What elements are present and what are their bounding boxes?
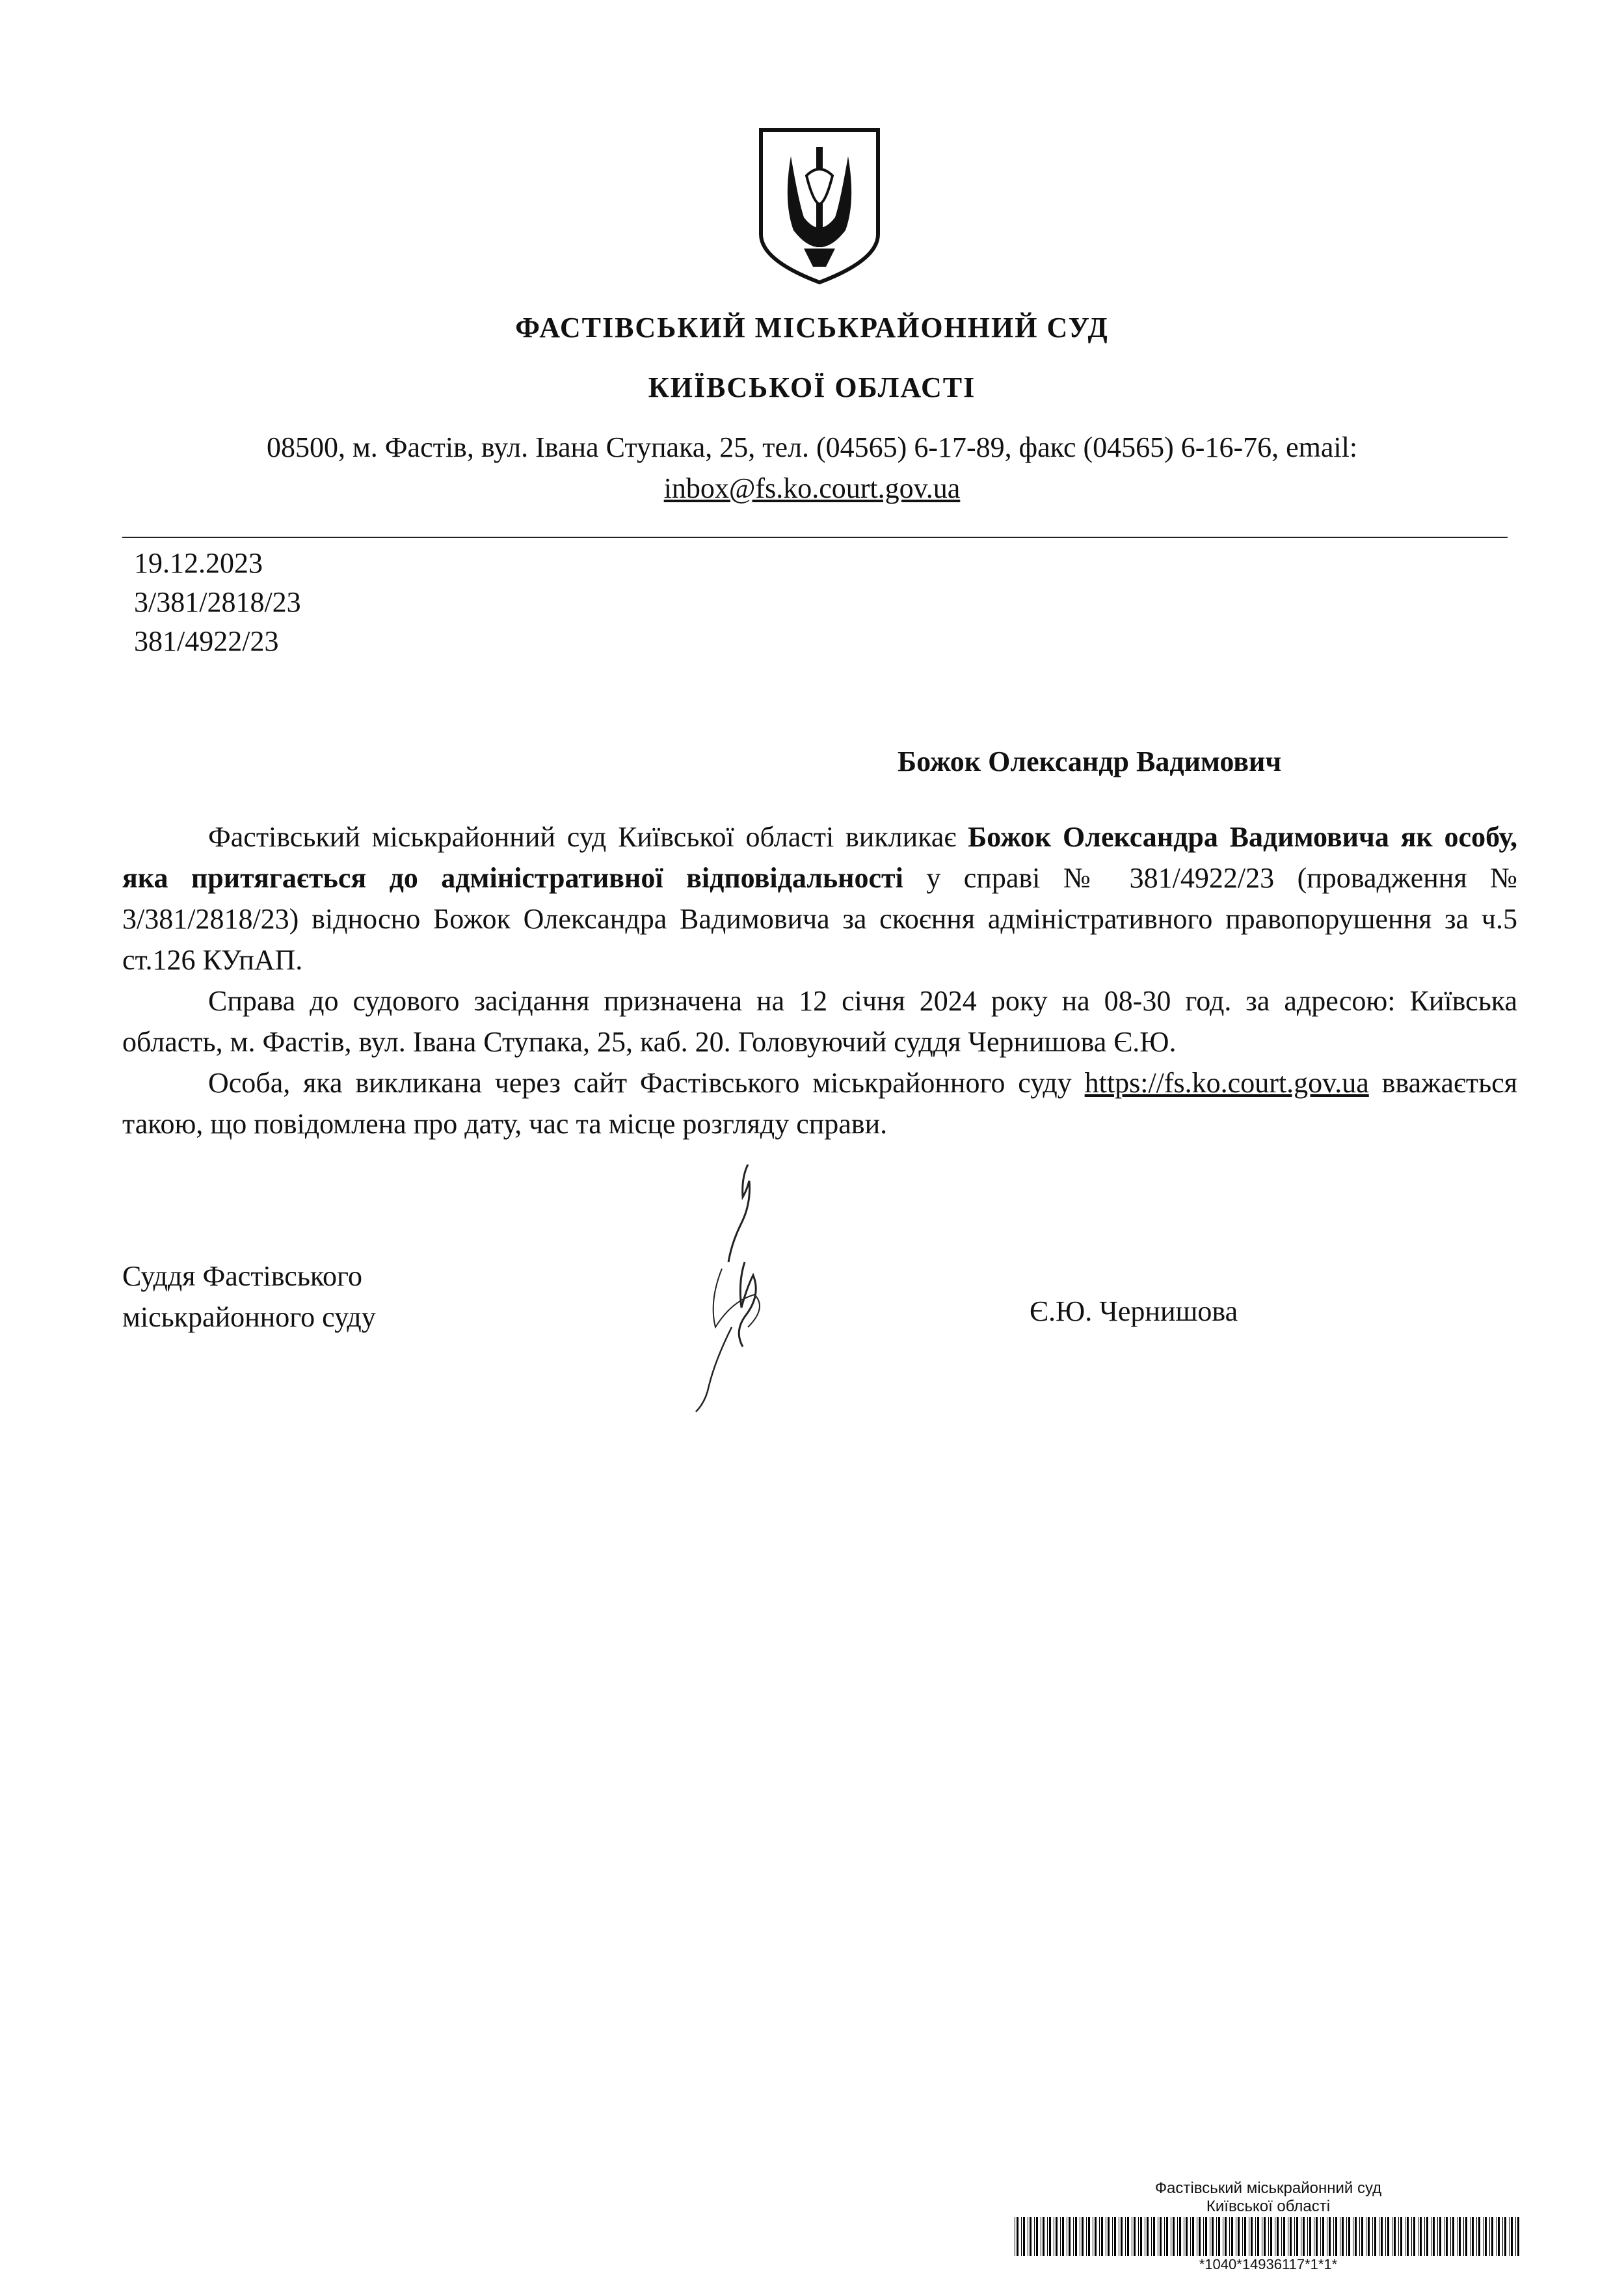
stamp-line-1: Фастівський міськрайонний суд <box>1154 2179 1382 2197</box>
court-email-link[interactable]: inbox@fs.ko.court.gov.ua <box>663 472 961 504</box>
paragraph-text: Фастівський міськрайонний суд Київської області викликає <box>208 821 968 853</box>
summons-paragraph-1 <box>122 816 1517 980</box>
signatory-title <box>122 1256 376 1338</box>
document-date: 19.12.2023 <box>134 547 263 579</box>
barcode-code: *1040*14936117*1*1* <box>1199 2256 1338 2272</box>
coat-of-arms-icon <box>754 124 885 286</box>
signatory-name: Є.Ю. Чернишова <box>1030 1295 1238 1327</box>
court-name: ФАСТІВСЬКИЙ МІСЬКРАЙОННИЙ СУД <box>515 312 1109 344</box>
header-divider <box>122 537 1508 538</box>
signatory-title-line-1: Суддя Фастівського <box>122 1260 362 1292</box>
barcode-stamp <box>1015 2179 1522 2273</box>
handwritten-signature <box>670 1152 793 1418</box>
summons-paragraph-3 <box>122 1062 1517 1144</box>
court-address: 08500, м. Фастів, вул. Івана Ступака, 25, тел. (04565) 6-17-89, факс (04565) 6-16-76, email: <box>266 431 1358 463</box>
stamp-line-2: Київської області <box>1206 2198 1331 2215</box>
barcode-icon <box>1015 2217 1522 2256</box>
paragraph-text: у справі № 381/4922/23 (провадження № 3/381/2818/23) відносно Божок Олександра Вадимовича за скоєння адміністративного правопорушення за ч.5 ст.126 КУпАП. <box>122 862 1517 976</box>
summons-paragraph-2: Справа до судового засідання призначена на 12 січня 2024 року на 08-30 год. за адресою: Київська область, м. Фастів, вул. Івана Ступака, 25, каб. 20. Головуючий суддя Чернишова Є.Ю. <box>122 985 1517 1058</box>
summons-body <box>122 816 1517 1144</box>
court-website-link[interactable]: https://fs.ko.court.gov.ua <box>1084 1067 1369 1099</box>
signatory-title-line-2: міськрайонного суду <box>122 1301 376 1333</box>
summoned-person-bold: Божок Олександра Вадимовича як особу, яка притягається до адміністративної відповідальності <box>122 821 1517 894</box>
recipient-name: Божок Олександр Вадимович <box>898 746 1282 777</box>
paragraph-text: Особа, яка викликана через сайт Фастівського міськрайонного суду <box>208 1067 1085 1099</box>
court-region: КИЇВСЬКОЇ ОБЛАСТІ <box>648 371 976 403</box>
proceeding-number: 3/381/2818/23 <box>134 586 301 618</box>
case-number: 381/4922/23 <box>134 625 279 657</box>
paragraph-text: вважається такою, що повідомлена про дату, час та місце розгляду справи. <box>122 1067 1517 1140</box>
